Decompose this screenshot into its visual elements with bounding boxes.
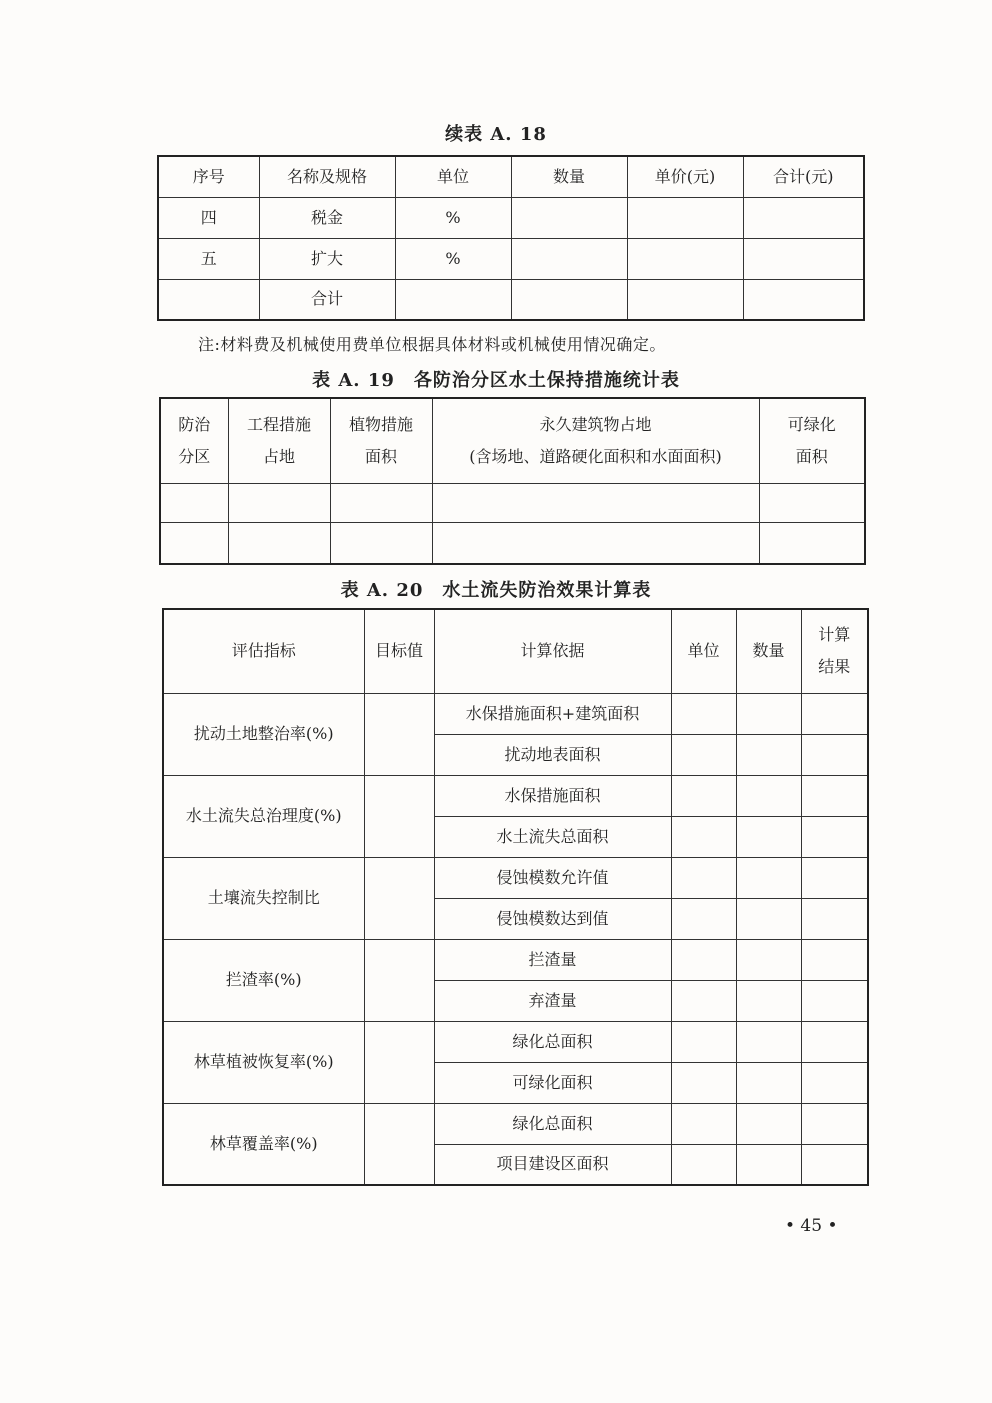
header-unit: 单位 xyxy=(671,609,736,693)
table20-title: 表 A. 20 水土流失防治效果计算表 xyxy=(340,580,652,601)
cell-index: 四 xyxy=(158,197,259,238)
cell-quantity xyxy=(511,279,627,320)
cell-unit: % xyxy=(395,197,511,238)
header-total: 合计(元) xyxy=(743,156,864,197)
header-name-spec: 名称及规格 xyxy=(259,156,395,197)
table-row xyxy=(160,483,865,522)
target-cell xyxy=(364,693,434,775)
header-permanent-building-area: 永久建筑物占地 (含场地、道路硬化面积和水面面积) xyxy=(432,398,759,483)
cell-unit-price xyxy=(627,279,743,320)
header-engineering-area: 工程措施 占地 xyxy=(228,398,330,483)
indicator-cell: 林草植被恢复率(%) xyxy=(163,1021,364,1103)
cell-name: 合计 xyxy=(259,279,395,320)
cell-name: 扩大 xyxy=(259,238,395,279)
basis-cell: 绿化总面积 xyxy=(434,1021,671,1062)
table18-note: 注:材料费及机械使用费单位根据具体材料或机械使用情况确定。 xyxy=(198,335,666,354)
cell-total xyxy=(743,238,864,279)
indicator-cell: 林草覆盖率(%) xyxy=(163,1103,364,1185)
cell-index: 五 xyxy=(158,238,259,279)
cell-unit: % xyxy=(395,238,511,279)
target-cell xyxy=(364,1021,434,1103)
header-greenable-area: 可绿化 面积 xyxy=(759,398,865,483)
table20 xyxy=(162,608,869,1186)
basis-cell: 绿化总面积 xyxy=(434,1103,671,1144)
header-result: 计算 结果 xyxy=(801,609,868,693)
page-number: • 45 • xyxy=(785,1216,838,1236)
indicator-cell: 扰动土地整治率(%) xyxy=(163,693,364,775)
target-cell xyxy=(364,775,434,857)
table-row xyxy=(163,693,868,734)
table-row xyxy=(158,279,864,320)
cell-unit-price xyxy=(627,238,743,279)
header-quantity: 数量 xyxy=(736,609,801,693)
indicator-cell: 土壤流失控制比 xyxy=(163,857,364,939)
header-indicator: 评估指标 xyxy=(163,609,364,693)
header-unit-price: 单价(元) xyxy=(627,156,743,197)
cell-unit-price xyxy=(627,197,743,238)
basis-cell: 水土流失总面积 xyxy=(434,816,671,857)
cell-name: 税金 xyxy=(259,197,395,238)
header-target: 目标值 xyxy=(364,609,434,693)
target-cell xyxy=(364,939,434,1021)
basis-cell: 项目建设区面积 xyxy=(434,1144,671,1185)
cell-quantity xyxy=(511,197,627,238)
table-row xyxy=(163,775,868,816)
basis-cell: 侵蚀模数达到值 xyxy=(434,898,671,939)
cell-quantity xyxy=(511,238,627,279)
table18-title: 续表 A. 18 xyxy=(445,124,547,145)
table-row xyxy=(158,238,864,279)
table-row xyxy=(160,522,865,564)
target-cell xyxy=(364,1103,434,1185)
cell-index xyxy=(158,279,259,320)
basis-cell: 侵蚀模数允许值 xyxy=(434,857,671,898)
basis-cell: 可绿化面积 xyxy=(434,1062,671,1103)
indicator-cell: 水土流失总治理度(%) xyxy=(163,775,364,857)
table-row xyxy=(163,939,868,980)
basis-cell: 拦渣量 xyxy=(434,939,671,980)
table18 xyxy=(157,155,865,321)
header-index: 序号 xyxy=(158,156,259,197)
header-unit: 单位 xyxy=(395,156,511,197)
table-row xyxy=(163,1103,868,1144)
header-plant-area: 植物措施 面积 xyxy=(330,398,432,483)
basis-cell: 水保措施面积+建筑面积 xyxy=(434,693,671,734)
table-row xyxy=(163,857,868,898)
table-row xyxy=(163,1021,868,1062)
basis-cell: 水保措施面积 xyxy=(434,775,671,816)
header-zone: 防治 分区 xyxy=(160,398,228,483)
basis-cell: 弃渣量 xyxy=(434,980,671,1021)
cell-total xyxy=(743,197,864,238)
header-quantity: 数量 xyxy=(511,156,627,197)
indicator-cell: 拦渣率(%) xyxy=(163,939,364,1021)
basis-cell: 扰动地表面积 xyxy=(434,734,671,775)
table-row xyxy=(158,197,864,238)
table19 xyxy=(159,397,866,565)
table19-title: 表 A. 19 各防治分区水土保持措施统计表 xyxy=(312,370,680,391)
header-basis: 计算依据 xyxy=(434,609,671,693)
target-cell xyxy=(364,857,434,939)
cell-total xyxy=(743,279,864,320)
cell-unit xyxy=(395,279,511,320)
